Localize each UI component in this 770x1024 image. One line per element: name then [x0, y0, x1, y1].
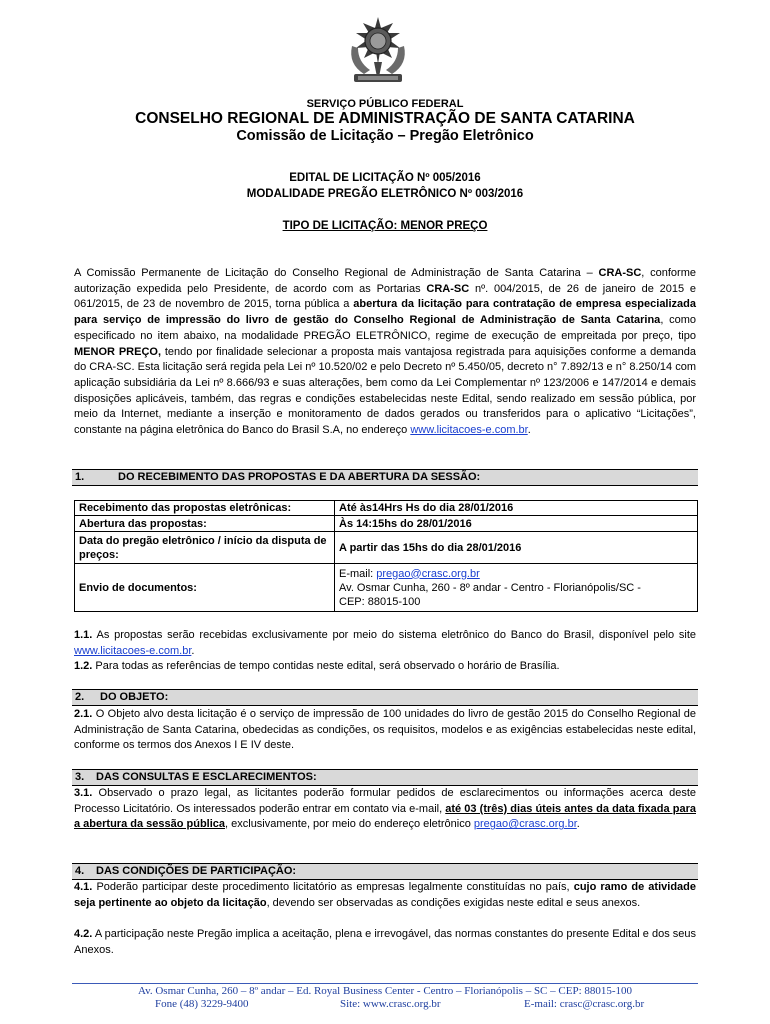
- table-row: Recebimento das propostas eletrônicas: Até às14Hrs Hs do dia 28/01/2016: [75, 501, 698, 516]
- footer-divider: [72, 983, 698, 984]
- paragraph-4-2: 4.2. A participação neste Pregão implica a aceitação, plena e irrevogável, das normas constantes do presente Edital e dos seus Anexos.: [74, 928, 696, 956]
- section-4-title: DAS CONDIÇÕES DE PARTICIPAÇÃO:: [96, 865, 297, 877]
- footer-site: Site: www.crasc.org.br: [340, 998, 441, 1010]
- pregao-email-link[interactable]: pregao@crasc.org.br: [473, 818, 577, 831]
- council-title: CONSELHO REGIONAL DE ADMINISTRAÇÃO DE SANTA CATARINA: [135, 110, 635, 127]
- pregao-email-link[interactable]: pregao@crasc.org.br: [376, 567, 480, 580]
- intro-paragraph: A Comissão Permanente de Licitação do Conselho Regional de Administração de Santa Catarina – CRA-SC, conforme autorização expedida pelo Presidente, de acordo com as Portarias CRA-SC nº. 004/2015, de 26 de janeiro de 2015 e 061/2015, de 23 de novembro de 2015, torna pública a abertura da licitação para contratação de empresa especializada para serviço de impressão do livro de gestão do Conselho Regional de Administração de Santa Catarina, como especificado no item abaixo, na modalidade PREGÃO ELETRÔNICO, regime de execução de empreitada por preço, tipo MENOR PREÇO, tendo por finalidade selecionar a proposta mais vantajosa registrada para aquisições conforme a demanda do CRA-SC. Esta licitação será regida pela Lei nº 10.520/02 e pelo Decreto nº 5.450/05, decreto n° 7.892/13 e n° 8.250/14 com aplicação subsidiária da Lei nº 8.666/93 e suas alterações, bem como da Lei Complementar nº 123/2006 e 147/2014 e demais disposições aplicáveis, também, das regras e condições estabelecidas neste Edital, sendo realizado em sessão pública, por meio da Internet, mediante a inserção e monitoramento de dados gerados ou transferidos para o aplicativo “Licitações”, constante na página eletrônica do Banco do Brasil S.A, no endereço www.licitacoes-e.com.br.: [74, 267, 697, 437]
- licitacoes-link[interactable]: www.licitacoes-e.com.br: [410, 424, 528, 437]
- edital-modality: MODALIDADE PREGÃO ELETRÔNICO Nº 003/2016: [246, 188, 524, 200]
- section-3-title: DAS CONSULTAS E ESCLARECIMENTOS:: [96, 771, 317, 783]
- footer-phone: Fone (48) 3229-9400: [155, 998, 249, 1010]
- brazil-coat-of-arms-icon: [344, 16, 412, 88]
- schedule-table: [74, 500, 698, 612]
- paragraph-2-1: 2.1. O Objeto alvo desta licitação é o serviço de impressão de 100 unidades do livro de gestão 2015 do Conselho Regional de Administração de Santa Catarina, obedecidas as condições, os requisitos, modelos e as exigências estabelecidas neste edital, conforme os termos dos Anexos I E IV deste.: [74, 708, 696, 752]
- table-row: Abertura das propostas: Às 14:15hs do 28/01/2016: [75, 516, 698, 532]
- footer-address: Av. Osmar Cunha, 260 – 8º andar – Ed. Royal Business Center - Centro – Florianópolis – SC – CEP: 88015-100: [137, 985, 633, 997]
- bid-type: TIPO DE LICITAÇÃO: MENOR PREÇO: [282, 220, 488, 232]
- section-4-header: 4. DAS CONDIÇÕES DE PARTICIPAÇÃO:: [72, 863, 698, 880]
- section-2-header: 2. DO OBJETO:: [72, 689, 698, 706]
- paragraph-4-1: 4.1. Poderão participar deste procedimento licitatório as empresas legalmente constituídas no país, cujo ramo de atividade seja pertinente ao objeto da licitação, devendo ser observadas as condições exigidas neste edital e seus anexos.: [74, 881, 696, 909]
- paragraph-1-2: 1.2. Para todas as referências de tempo contidas neste edital, será observado o horário de Brasília.: [74, 660, 560, 672]
- licitacoes-link[interactable]: www.licitacoes-e.com.br: [74, 644, 192, 657]
- edital-number: EDITAL DE LICITAÇÃO Nº 005/2016: [289, 172, 481, 184]
- table-row: Envio de documentos: E-mail: pregao@crasc.org.br Av. Osmar Cunha, 260 - 8º andar - Centro - Florianópolis/SC - CEP: 88015-100: [75, 564, 698, 612]
- footer-email: E-mail: crasc@crasc.org.br: [524, 998, 645, 1010]
- section-3-header: 3. DAS CONSULTAS E ESCLARECIMENTOS:: [72, 769, 698, 786]
- table-row: Data do pregão eletrônico / início da disputa de preços: A partir das 15hs do dia 28/01/2016: [75, 532, 698, 564]
- section-1-header: 1. DO RECEBIMENTO DAS PROPOSTAS E DA ABERTURA DA SESSÃO:: [72, 469, 698, 486]
- paragraph-3-1: 3.1. Observado o prazo legal, as licitantes poderão formular pedidos de esclarecimentos ou informações acerca deste Processo Licitatório. Os interessados poderão entrar em contato via e-mail, até 03 (três) dias úteis antes da data fixada para a abertura da sessão pública, exclusivamente, por meio do endereço eletrônico pregao@crasc.org.br.: [74, 787, 696, 831]
- paragraph-1-1: 1.1. As propostas serão recebidas exclusivamente por meio do sistema eletrônico do Banco do Brasil, disponível pelo site www.licitacoes-e.com.br.: [74, 629, 696, 657]
- section-1-title: DO RECEBIMENTO DAS PROPOSTAS E DA ABERTURA DA SESSÃO:: [118, 471, 481, 483]
- service-label: SERVIÇO PÚBLICO FEDERAL: [306, 98, 464, 110]
- commission-title: Comissão de Licitação – Pregão Eletrônico: [236, 128, 534, 144]
- section-2-title: DO OBJETO:: [100, 691, 169, 703]
